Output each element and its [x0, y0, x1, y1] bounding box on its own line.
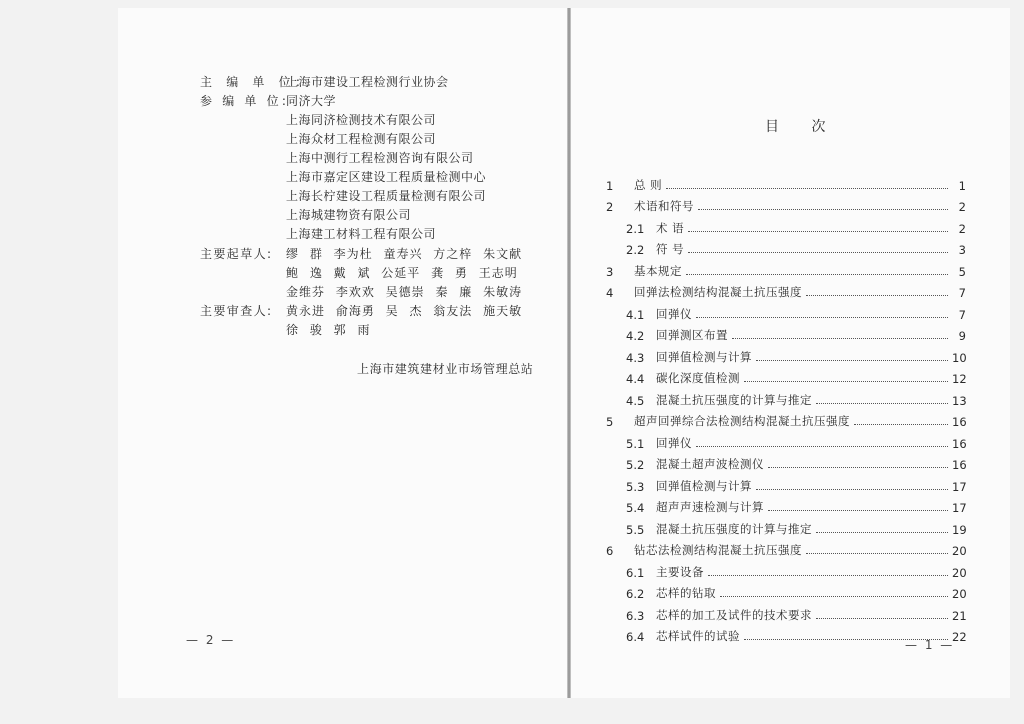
- toc-entry: [606, 257, 966, 279]
- toc-entry: [606, 580, 966, 602]
- reviewers-line: 徐 骏 郭 雨: [286, 323, 371, 337]
- co-editor-unit: 上海长柠建设工程质量检测有限公司: [286, 189, 487, 203]
- toc-entry-number: 5.2: [626, 458, 645, 472]
- toc-entry: [606, 171, 966, 193]
- toc-entry-number: 4.2: [626, 329, 645, 343]
- toc-entry: [606, 408, 966, 430]
- toc-entry-title: 钻芯法检测结构混凝土抗压强度: [634, 543, 802, 557]
- toc-entry: [606, 279, 966, 301]
- toc-entry-title: 回弹法检测结构混凝土抗压强度: [634, 285, 802, 299]
- toc-entry: [606, 300, 966, 322]
- toc-entry-page: 10: [952, 350, 967, 365]
- toc-entry: [606, 429, 966, 451]
- toc-entry-title: 回弹值检测与计算: [656, 478, 752, 493]
- toc-entry-number: 1: [606, 178, 614, 193]
- toc-entry-number: 4.5: [626, 393, 645, 408]
- toc-entry-number: 4.4: [626, 372, 645, 386]
- toc-entry-page: 20: [952, 544, 967, 558]
- co-editor-unit: 上海市嘉定区建设工程质量检测中心: [286, 170, 487, 184]
- toc-entry-number: 5: [606, 415, 614, 429]
- toc-leader-dots: [698, 208, 948, 210]
- toc-entry-title: 混凝土抗压强度的计算与推定: [656, 521, 812, 536]
- toc-entry-page: 20: [952, 565, 967, 580]
- toc-entry: [606, 214, 966, 236]
- toc-entry: [606, 343, 966, 365]
- editor-label: 主 编 单 位:: [200, 75, 306, 89]
- toc-entry-number: 2.1: [626, 221, 645, 236]
- toc-entry: [606, 365, 966, 387]
- toc-entry-page: 17: [952, 479, 967, 494]
- toc-entry-title: 回弹仪: [656, 306, 692, 321]
- toc-entry-number: 4: [606, 286, 614, 300]
- co-editor-unit: 上海众材工程检测有限公司: [286, 132, 437, 146]
- toc-entry-page: 16: [952, 458, 967, 472]
- toc-entry: [606, 601, 966, 623]
- toc-entry: [606, 537, 966, 559]
- co-editor-unit: 上海中测行工程检测咨询有限公司: [286, 151, 474, 165]
- toc-entry-title: 混凝土抗压强度的计算与推定: [656, 392, 812, 407]
- toc-entry-number: 5.5: [626, 522, 645, 537]
- editor-unit: 上海市建设工程检测行业协会: [286, 75, 449, 89]
- toc-entry-number: 5.3: [626, 479, 645, 494]
- toc-leader-dots: [688, 251, 948, 253]
- toc-entry-page: 16: [952, 415, 967, 429]
- toc-entry-number: 6.3: [626, 608, 645, 623]
- toc-leader-dots: [708, 574, 948, 576]
- toc-entry-title: 术语和符号: [634, 199, 694, 213]
- toc-entry-title: 回弹值检测与计算: [656, 349, 752, 364]
- publisher: 上海市建筑建材业市场管理总站: [357, 362, 534, 376]
- toc-entry-number: 6.2: [626, 587, 645, 601]
- toc-entry-title: 芯样的加工及试件的技术要求: [656, 607, 812, 622]
- toc-entry-page: 16: [952, 436, 967, 451]
- toc-entry-page: 1: [958, 178, 966, 193]
- toc-entry-number: 6.1: [626, 565, 645, 580]
- toc-entry-title: 符 号: [656, 242, 685, 256]
- toc-entry: [606, 451, 966, 473]
- toc-entry-title: 超声声速检测与计算: [656, 500, 764, 514]
- toc-entry-page: 20: [952, 587, 967, 601]
- drafters-line: 金维芬 李欢欢 吴德崇 秦 廉 朱敏涛: [286, 285, 523, 299]
- toc-entry-page: 19: [952, 522, 967, 537]
- toc-entry-title: 总 则: [634, 177, 663, 192]
- toc-entry-number: 4.1: [626, 307, 645, 322]
- toc-entry: [606, 494, 966, 516]
- toc-entry-page: 9: [958, 329, 966, 343]
- co-editor-unit: 上海城建物资有限公司: [286, 208, 412, 222]
- toc-entry-page: 21: [952, 608, 967, 623]
- toc-entry-page: 2: [958, 200, 966, 214]
- co-editor-label: 参 编 单 位:: [200, 94, 290, 108]
- toc-leader-dots: [816, 617, 948, 619]
- toc-entry-title: 芯样试件的试验: [656, 629, 740, 643]
- toc-leader-dots: [756, 359, 948, 361]
- toc-leader-dots: [756, 488, 948, 490]
- toc-entry-title: 超声回弹综合法检测结构混凝土抗压强度: [634, 414, 850, 428]
- toc-entry-title: 回弹测区布置: [656, 328, 728, 342]
- toc-leader-dots: [816, 531, 948, 533]
- toc-entry: [606, 236, 966, 258]
- toc-entry: [606, 515, 966, 537]
- reviewers-label: 主要审查人:: [200, 304, 273, 318]
- toc-leader-dots: [768, 466, 948, 468]
- toc-entry-page: 12: [952, 372, 967, 386]
- toc-leader-dots: [768, 509, 948, 511]
- toc-entry: [606, 322, 966, 344]
- toc-entry-page: 17: [952, 501, 967, 515]
- reviewers-line: 黄永进 俞海勇 吴 杰 翁友法 施天敏: [286, 304, 523, 318]
- toc-entry-title: 术 语: [656, 220, 685, 235]
- toc-entry: [606, 472, 966, 494]
- toc-leader-dots: [744, 380, 948, 382]
- toc-entry-page: 22: [952, 630, 967, 644]
- toc-entry-number: 6: [606, 544, 614, 558]
- toc-leader-dots: [686, 273, 948, 275]
- toc-entry-title: 回弹仪: [656, 435, 692, 450]
- toc-leader-dots: [732, 337, 948, 339]
- co-editor-unit: 上海同济检测技术有限公司: [286, 113, 437, 127]
- toc-leader-dots: [806, 294, 948, 296]
- toc-entry-page: 7: [958, 286, 966, 300]
- toc-entry-page: 3: [958, 243, 966, 257]
- toc-title: 目 次: [765, 119, 840, 135]
- page-folio-left: — 2 —: [186, 633, 236, 647]
- toc-entry-title: 芯样的钻取: [656, 586, 716, 600]
- page-folio-right: — 1 —: [905, 638, 955, 652]
- drafters-label: 主要起草人:: [200, 247, 273, 261]
- toc-leader-dots: [720, 595, 948, 597]
- toc-leader-dots: [696, 445, 948, 447]
- toc-entry-number: 3: [606, 264, 614, 279]
- toc-entry-number: 5.1: [626, 436, 645, 451]
- table-of-contents: [606, 171, 966, 644]
- toc-leader-dots: [666, 187, 948, 189]
- toc-entry-title: 碳化深度值检测: [656, 371, 740, 385]
- toc-entry-number: 4.3: [626, 350, 645, 365]
- toc-leader-dots: [688, 230, 948, 232]
- co-editor-unit: 同济大学: [286, 94, 337, 108]
- toc-entry-number: 2.2: [626, 243, 645, 257]
- toc-entry-number: 6.4: [626, 630, 645, 644]
- toc-entry-page: 5: [958, 264, 966, 279]
- toc-entry-page: 13: [952, 393, 967, 408]
- drafters-line: 鲍 逸 戴 斌 公延平 龚 勇 王志明: [286, 266, 518, 280]
- toc-leader-dots: [854, 423, 948, 425]
- book-gutter: [567, 8, 571, 698]
- co-editor-unit: 上海建工材料工程有限公司: [286, 227, 437, 241]
- toc-entry: [606, 386, 966, 408]
- toc-leader-dots: [696, 316, 948, 318]
- toc-entry-page: 2: [958, 221, 966, 236]
- toc-entry-title: 主要设备: [656, 564, 704, 579]
- toc-leader-dots: [816, 402, 948, 404]
- toc-leader-dots: [806, 552, 948, 554]
- toc-entry-title: 基本规定: [634, 263, 682, 278]
- toc-entry: [606, 193, 966, 215]
- toc-entry: [606, 558, 966, 580]
- toc-entry-title: 混凝土超声波检测仪: [656, 457, 764, 471]
- toc-entry-page: 7: [958, 307, 966, 322]
- toc-entry-number: 5.4: [626, 501, 645, 515]
- drafters-line: 缪 群 李为杜 童寿兴 方之梓 朱文献: [286, 247, 523, 261]
- toc-entry-number: 2: [606, 200, 614, 214]
